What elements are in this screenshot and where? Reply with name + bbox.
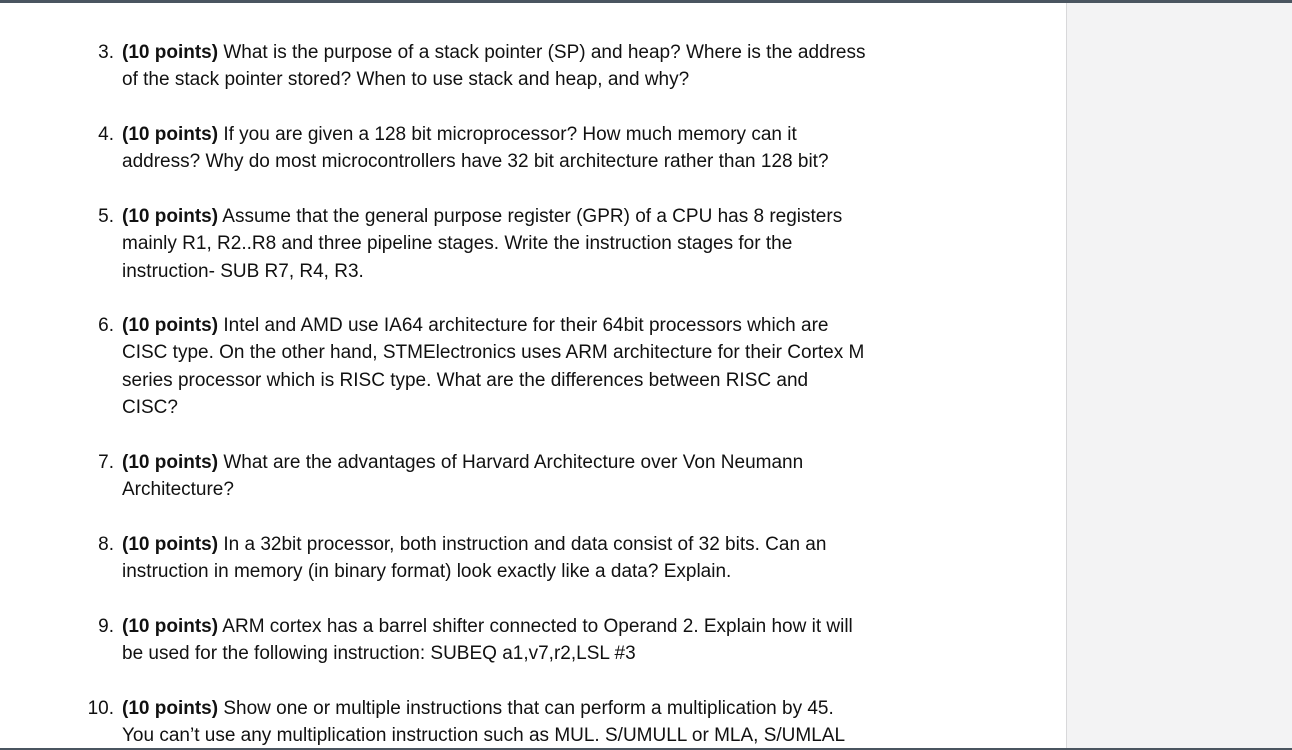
question-text: If you are given a 128 bit microprocessor? How much memory can it [223, 124, 797, 145]
question-text: ARM cortex has a barrel shifter connected to Operand 2. Explain how it will [222, 616, 853, 637]
question-line: instruction in memory (in binary format) look exactly like a data? Explain. [122, 561, 732, 583]
question-number: 7. [98, 452, 114, 473]
question-number: 3. [98, 42, 114, 63]
question-body [122, 613, 942, 668]
question-line [122, 449, 942, 476]
question-number: 5. [98, 206, 114, 227]
question-line: CISC type. On the other hand, STMElectronics uses ARM architecture for their Cortex M [122, 342, 865, 364]
question-line: You can’t use any multiplication instruction such as MUL. S/UMULL or MLA, S/UMLAL [122, 725, 846, 747]
question-body [122, 531, 942, 586]
question-body [122, 695, 942, 750]
question-line: be used for the following instruction: SUBEQ a1,v7,r2,LSL #3 [122, 643, 636, 665]
question-points: (10 points) [122, 124, 219, 145]
question-body [122, 39, 942, 94]
question-points: (10 points) [122, 698, 219, 719]
question-line: series processor which is RISC type. What are the differences between RISC and [122, 369, 809, 391]
question-line: address? Why do most microcontrollers have 32 bit architecture rather than 128 bit? [122, 151, 829, 173]
question-line [122, 203, 942, 230]
question-text: Intel and AMD use IA64 architecture for their 64bit processors which are [223, 315, 829, 336]
question-text: Assume that the general purpose register (GPR) of a CPU has 8 registers [222, 206, 843, 227]
question-line [122, 121, 942, 148]
document-content [0, 3, 1066, 748]
question-number: 10. [87, 698, 114, 719]
side-panel [1066, 3, 1292, 748]
question-number: 8. [98, 534, 114, 555]
question-points: (10 points) [122, 452, 219, 473]
question-line: of the stack pointer stored? When to use stack and heap, and why? [122, 69, 690, 91]
question-body [122, 121, 942, 176]
question-text: Show one or multiple instructions that can perform a multiplication by 45. [223, 698, 834, 719]
question-text: What is the purpose of a stack pointer (SP) and heap? Where is the address [223, 42, 866, 63]
question-points: (10 points) [122, 315, 219, 336]
question-line [122, 531, 942, 558]
question-body [122, 449, 942, 504]
question-line [122, 312, 942, 339]
question-number: 9. [98, 616, 114, 637]
question-body [122, 203, 942, 285]
question-line [122, 39, 942, 66]
question-points: (10 points) [122, 616, 219, 637]
question-line: mainly R1, R2..R8 and three pipeline stages. Write the instruction stages for the [122, 233, 793, 255]
question-line: CISC? [122, 397, 178, 419]
question-points: (10 points) [122, 206, 219, 227]
question-line [122, 695, 942, 722]
question-number: 4. [98, 124, 114, 145]
question-points: (10 points) [122, 534, 219, 555]
question-text: In a 32bit processor, both instruction and data consist of 32 bits. Can an [223, 534, 827, 555]
question-text: What are the advantages of Harvard Architecture over Von Neumann [223, 452, 804, 473]
question-body [122, 312, 942, 422]
question-line [122, 613, 942, 640]
question-points: (10 points) [122, 42, 219, 63]
question-number: 6. [98, 315, 114, 336]
question-line: instruction- SUB R7, R4, R3. [122, 260, 364, 282]
question-line: Architecture? [122, 479, 234, 501]
